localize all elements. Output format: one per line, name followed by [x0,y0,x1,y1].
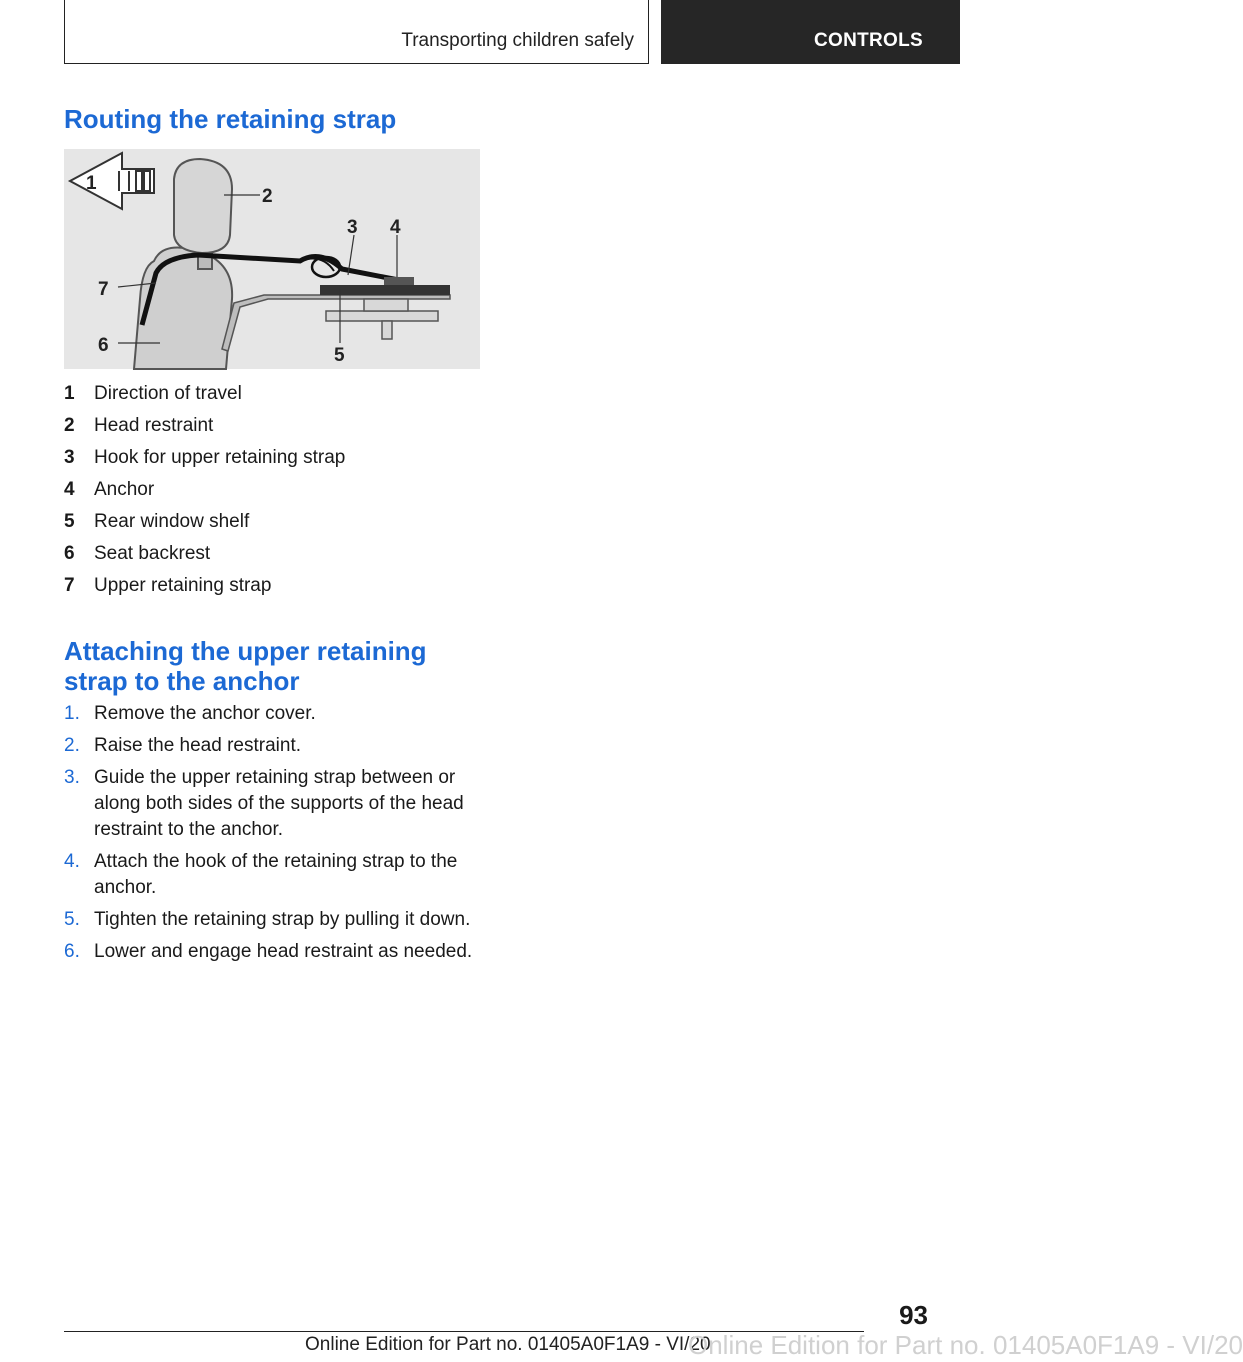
step-text: Guide the upper retaining strap between or along both sides of the supports of the head restraint to the anchor. [94,767,464,840]
header-chapter-title: Transporting children safely [401,30,634,51]
header-section-tab[interactable] [661,0,960,64]
section-tab-label: CONTROLS [814,30,924,51]
rear-window-shelf-shape [222,295,450,351]
strap-routing-illustration [64,149,480,369]
footer-watermark: Online Edition for Part no. 01405A0F1A9 - VI/20 [688,1330,1243,1360]
step-text: Tighten the retaining strap by pulling it down. [94,909,471,930]
legend-item [64,445,345,477]
figure-callout-1: 1 [86,173,97,194]
legend-item [64,381,345,413]
step-number: 1. [64,703,80,724]
figure-callout-7: 7 [98,279,109,300]
step-item [64,733,484,759]
step-number: 2. [64,735,80,756]
procedure-steps [64,701,484,971]
step-item [64,765,484,843]
head-restraint-shape [174,159,232,253]
figure-callout-4: 4 [390,217,401,238]
legend-item [64,541,345,573]
step-text: Lower and engage head restraint as needed. [94,941,473,962]
legend-text: Anchor [94,479,155,500]
step-number: 5. [64,909,80,930]
figure-callout-2: 2 [262,186,273,207]
legend-number: 2 [64,415,75,436]
step-number: 6. [64,941,80,962]
legend-number: 1 [64,383,75,404]
page-number: 93 [899,1300,928,1330]
step-item [64,849,484,901]
strap-routing-figure [64,149,480,369]
legend-number: 4 [64,479,75,500]
legend-text: Direction of travel [94,383,242,404]
step-item [64,907,484,933]
figure-legend [64,381,345,605]
legend-number: 7 [64,575,75,596]
step-number: 3. [64,767,80,788]
legend-number: 3 [64,447,75,468]
legend-text: Seat backrest [94,543,211,564]
legend-number: 6 [64,543,75,564]
section-title-attaching: Attaching the upper retaining strap to the anchor [64,636,427,696]
step-item [64,701,484,727]
section-title-routing: Routing the retaining strap [64,104,397,134]
legend-item [64,509,345,541]
legend-text: Hook for upper retaining strap [94,447,346,468]
step-text: Raise the head restraint. [94,735,302,756]
step-number: 4. [64,851,80,872]
legend-text: Rear window shelf [94,511,250,532]
footer-edition: Online Edition for Part no. 01405A0F1A9 - VI/20 [305,1334,711,1355]
legend-text: Upper retaining strap [94,575,272,596]
legend-item [64,477,345,509]
step-text: Remove the anchor cover. [94,703,316,724]
figure-callout-5: 5 [334,345,345,366]
step-text: Attach the hook of the retaining strap to the anchor. [94,851,458,898]
figure-callout-6: 6 [98,335,109,356]
legend-text: Head restraint [94,415,214,436]
legend-item [64,413,345,445]
legend-item [64,573,345,605]
step-item [64,939,484,965]
figure-callout-3: 3 [347,217,358,238]
header-chapter-box [64,0,649,64]
legend-number: 5 [64,511,75,532]
